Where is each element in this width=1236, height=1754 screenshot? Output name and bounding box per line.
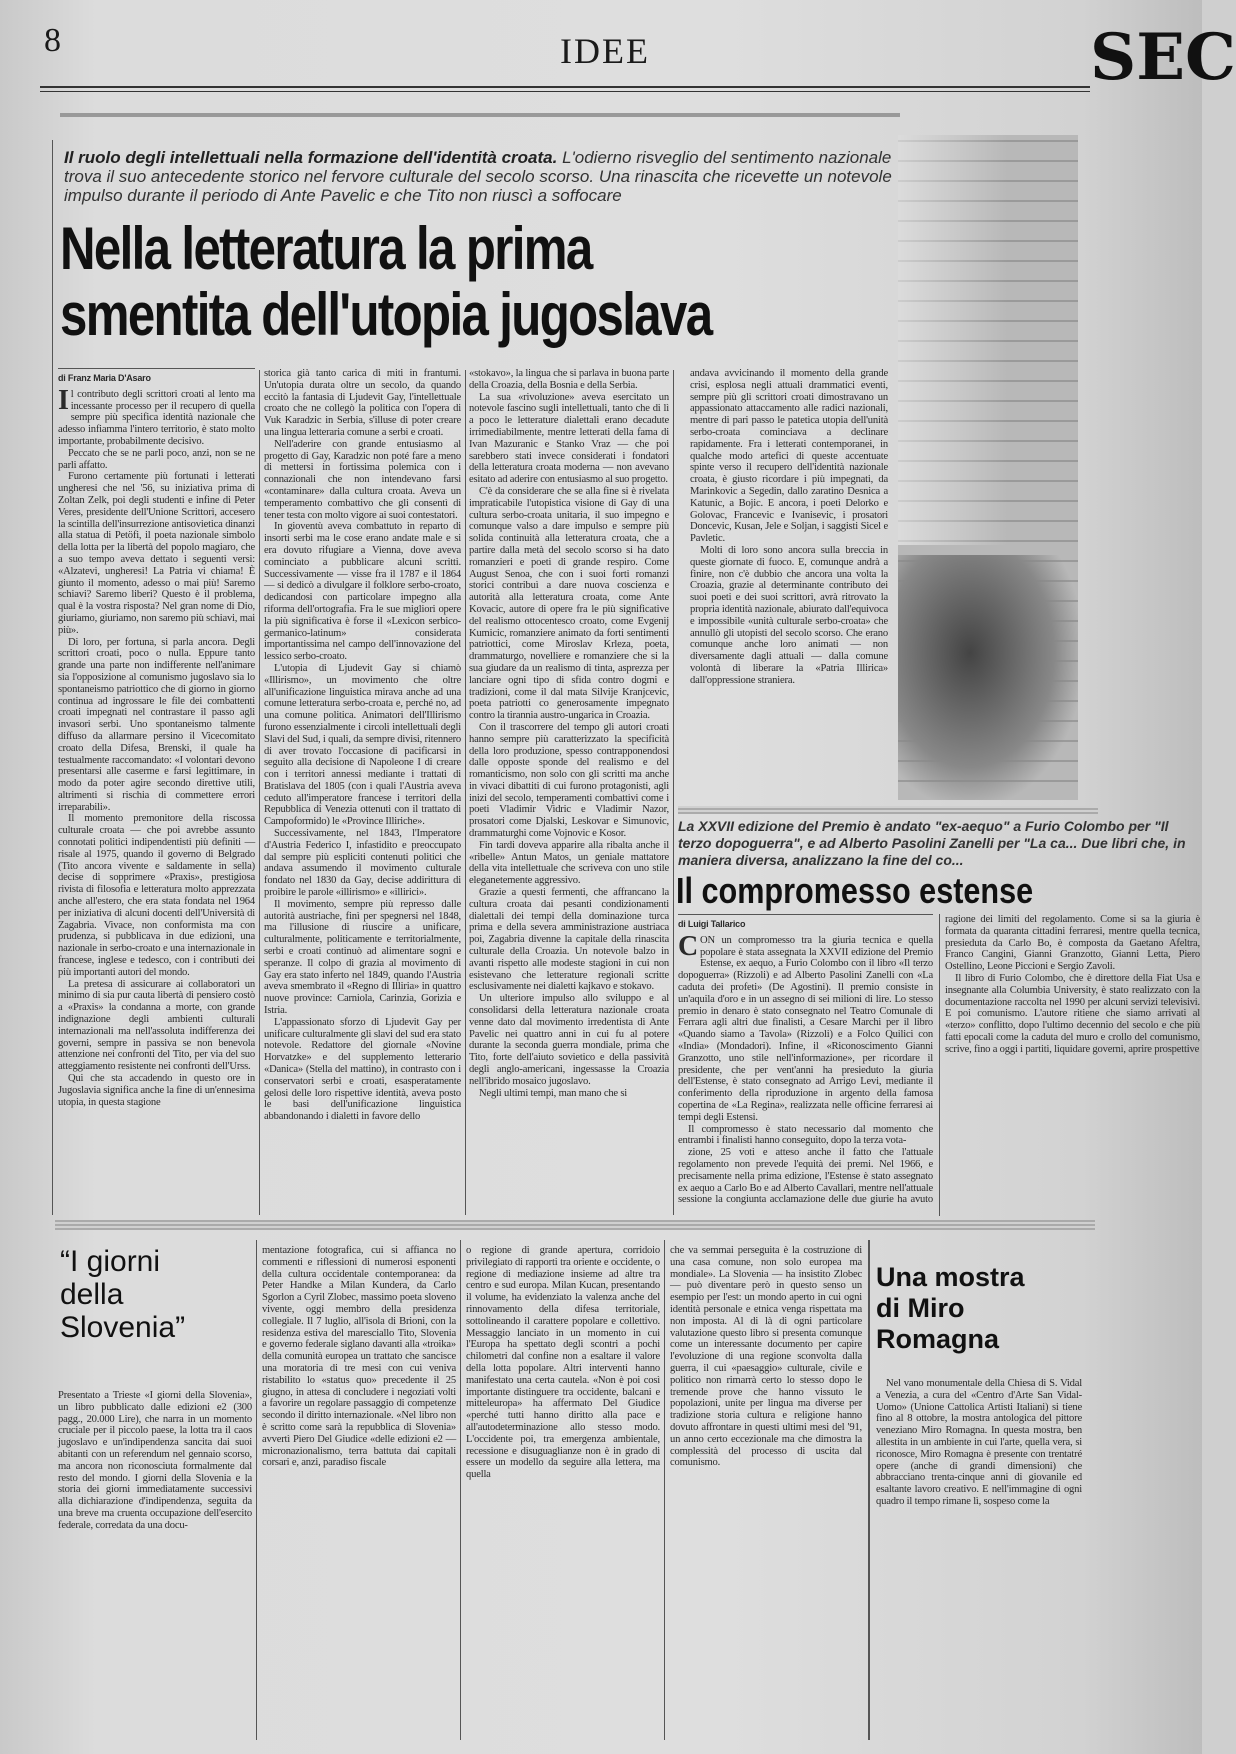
headline-line-1: Nella letteratura la prima <box>60 215 592 282</box>
paragraph: o regione di grande apertura, corridoio privilegiato di rapporti tra oriente e occidente, o regione di mediazione insieme ad altre tra centro e sud europa. Milan Kucan, presentando il volume, ha evidenziato la valenza anche del rinnovamento della difesa territoriale, sottolineando il carattere popolare e collettivo. Messaggio lanciato in un momento in cui l'Europa ha spettato degli scontri a pochi chilometri dal confine non a esaltare il valore della lotta popolare. Altri interventi hanno manifestato una certa cautela. «Non è poi così importante distinguere tra occidente, balcani e mitteleuropa» ha affermato Del Giudice «perché tutti hanno diritto alla pace e all'autodeterminazione allo stesso modo. L'occidente poi, tra emergenza ambientale, recessione e disuguaglianze non è in grado di essere un modello da seguire alla lettera, ma quella <box>466 1245 660 1481</box>
column-rule <box>868 1240 870 1740</box>
drop-cap: I <box>58 384 69 416</box>
title-line: “I giorni <box>60 1245 161 1278</box>
paragraph: che va semmai perseguita è la costruzione di una casa comune, non solo europea ma mondiale». La Slovenia — ha insistito Zlobec — può diventare però in questo senso un esempio per l'est: un mondo aperto in cui ogni identità personale e etnica venga rispettata ma non imposta. Al di là di ogni particolare valutazione questo libro si presenta comunque come un interessante documento per capire l'evoluzione di una regione sconvolta dalla guerra, il cui «paesaggio» culturale, civile e politico non rimarrà certo lo stesso dopo le tremende prove che hanno vissuto le popolazioni, unite per lingua ma diverse per tradizione storia cultura e religione hanno dovuto affrontare in questi ultimi mesi del '91, un anno certo eccezionale ma che dimostra la complessità del processo di uscita dal comunismo. <box>670 1245 862 1469</box>
title-line: della <box>60 1278 124 1311</box>
paragraph: Furono certamente più fortunati i letterati ungheresi che nel '56, su iniziativa prima di Zoltan Zelk, poi degli studenti e infine di Peter Veres, presidente dell'Unione Scrittori, accesero la scintilla dell'insurrezione antisovietica dinanzi alla statua di Petöfi, il poeta nazionale simbolo della lotta per la libertà del popolo magiaro, che a suo tempo aveva dettato i seguenti versi: «Alzatevi, ungheresi! La Patria vi chiama! È giunto il momento, adesso o mai più! Saremo schiavi? Saremo liberi? Questo è il problema, qual è la vostra risposta? Nel gran nome di Dio, giuriamo, giuriamo, non saremo più schiavi, mai più». <box>58 471 255 636</box>
column-rule <box>465 370 466 1215</box>
byline: di Luigi Tallarico <box>678 914 933 931</box>
column-rule <box>460 1240 461 1740</box>
slovenia-column-2 <box>466 1245 660 1740</box>
column-rule <box>673 370 674 1215</box>
column-rule <box>664 1240 665 1740</box>
top-bar <box>60 113 900 117</box>
title-line: Slovenia” <box>60 1311 186 1344</box>
paragraph: Successivamente, nel 1843, l'Imperatore d'Austria Federico I, infastidito e preoccupato dal sempre più espliciti contenuti politici che andava assumendo il movimento culturale fondato nel 1830 da Gay, decise addirittura di proibire le parole «illirismo» e «illirici». <box>264 828 461 899</box>
column-rule <box>256 1240 257 1740</box>
paragraph: Il libro di Furio Colombo, che è direttore della Fiat Usa e insegnante alla Columbia University, è stato realizzato con la documentazione raccolta nel 1990 per alcuni servizi televisivi. E poi comunismo. L'autore ritiene che siamo arrivati al «terzo» conflitto, dopo l'ultimo decennio del secolo e che più fatti epocali come la caduta del muro e crollo del comunismo, scrive, fino a oggi i partiti, liquidare governi, aprire prospettive <box>945 972 1200 1055</box>
paragraph: L'utopia di Ljudevit Gay si chiamò «Illirismo», un movimento che oltre all'unificazione linguistica mirava anche ad una comune letteratura serbo-croata e, perché no, ad una comune politica. Animatori dell'Illirismo furono essenzialmente i circoli intellettuali degli Slavi del Sud, i quali, da sempre divisi, ritennero di aver trovato l'occasione di pacificarsi in seguito alla decisione di Napoleone I di creare con i territori annessi mediante i trattati di Bratislava del 1805 (con i quali l'Austria aveva ceduto all'imperatore francese i territori della Repubblica di Venezia ottenuti con il trattato di Campoformido) le «Province Illiriche». <box>264 662 461 828</box>
paragraph: Fin tardi doveva apparire alla ribalta anche il «ribelle» Antun Matos, un geniale mattatore della vita intellettuale che scriveva con uno stile eleganetemente aggressivo. <box>469 839 669 887</box>
paragraph: storica già tanto carica di miti in frantumi. Un'utopia durata oltre un secolo, da quando eccitò la fantasia di Ljudevit Gay, l'intellettuale croato che ne collegò la politica con l'opera di Vuk Karadzic in Serbia, s'illuse di poter creare una lingua letteraria comune a serbi e croati. <box>264 368 461 438</box>
paragraph: C'è da considerare che se alla fine si è rivelata impraticabile l'utopistica visione di Gay di una cultura serbo-croata unitaria, il suo impegno e comunque valso a dare impulso e sempre più solida continuità alla letteratura croata, che a partire dalla metà del secolo scorso si ha dato romanzieri e poeti di grande respiro. Come August Senoa, che con i suoi forti romanzi storici contribuì a dare nuova coscienza e autorità alla letteratura croata, come Ante Kovacic, autore di opere fra le più significative del realismo ottocentesco croato, come Evgenij Kumicic, romanziere animato da forti sentimenti patriottici, come Miroslav Krleza, poeta, drammaturgo, novelliere e romanziere che si la sua giudare da un realismo di tinta, asprezza per lanciare ogni tipo di sfida contro dogmi e tradizioni, come il dal mata Silvije Kranjcevic, poeta patriotti co generosamente impegnato contro la tirannia austro-ungarica in Croazia. <box>469 485 669 722</box>
paragraph: Qui che sta accadendo in questo ore in Jugoslavia significa anche la fine di un'ennesima utopia, in questa stagione <box>58 1073 255 1108</box>
main-headline <box>60 216 905 348</box>
header-rule-thin <box>40 91 1090 92</box>
main-column-3 <box>469 368 669 1216</box>
slovenia-column-3 <box>670 1245 862 1740</box>
newspaper-logo: SEC <box>1090 20 1236 95</box>
byline: di Franz Maria D'Asaro <box>58 368 255 385</box>
paragraph: Nel vano monumentale della Chiesa di S. Vidal a Venezia, a cura del «Centro d'Arte San Vidal-Uomo» (Unione Cattolica Artisti Italiani) si tiene fino al 8 ottobre, la mostra antologica del pittore veneziano Miro Romagna. In questa mostra, ben allestita in un ambiente in cui l'arte, quella vera, si riconosce, Miro Romagna è presente con trentatré opere (anche di grandi dimensioni) che abbracciano trenta-cinque anni di giovanile ed esaltante lavoro creativo. E nell'immagine di ogni quadro il tempo rimane lì, sospeso come la <box>876 1378 1082 1507</box>
title-line: Una mostra <box>876 1262 1025 1292</box>
paragraph: La pretesa di assicurare ai collaboratori un minimo di sia pur cauta libertà di pensiero costò a «Praxis» la condanna a morte, con grande indignazione degli ambienti culturali internazionali ma nell'assoluta indifferenza dei governi, sempre in passiva se non benevola attenzione nei confronti del Tito, per via del suo atteggiamento resistente nei confronti dell'Urss. <box>58 978 255 1073</box>
kicker-text: L'odierno risveglio del sentimento nazionale trova il suo antecedente storico nel fervore culturale del secolo scorso. Una rinascita che ricevette un notevole impulso durante il periodo di Ante Pavelic e che Tito non riuscì a soffocare <box>64 148 892 205</box>
slovenia-title <box>60 1245 250 1344</box>
paragraph: andava avvicinando il momento della grande crisi, esplosa negli attuali drammatici eventi, sempre più gli scrittori croati dimostravano un appassionato attaccamento alle radici nazionali, mentre di pari passo le patetica utopia dell'unità serbo-croata cominciava a declinare rapidamente. Fra i letterati contemporanei, in qualche modo artefici di queste accentuate spinte verso il recupero dell'identità nazionale croata, è giusto ricordare i più impegnati, da Marinkovic a Segedin, dallo zaratino Desnica a Katunic, a Bojic. E ancora, i poeti Delorko e Golovac, Francevic e Ivanisevic, i prosatori Doncevic, Kusan, Jele e Soljan, i saggisti Sicel e Pavletic. <box>690 368 888 545</box>
paragraph: ON un compromesso tra la giuria tecnica e quella popolare è stata assegnata la XXVII edizione del Premio Estense, ex aequo, a Furio Colombo con il libro «Il terzo dopoguerra» (Rizzoli) e ad Alberto Pasolini Zanelli con «La caduta dei profeti» (De Agostini). Il premio consiste in un'aquila d'oro e in un assegno di sei milioni di lire. Lo stesso premio in denaro è stato consegnato nel Teatro Comunale di Ferrara agli altri due finalisti, a Cesare Marchi per il libro «Quando siamo a Tavola» (Rizzoli) e a Folco Quilici con «India» (Mondadori). Infine, il «Riconoscimento Gianni Granzotto, uno stile nell'informazione», per ricordare il presidente, che per vent'anni ha presieduto la giuria dell'Estense, è stato consegnato ad Arrigo Levi, mediante il conferimento della riproduzione in argento della famosa copertina de «La Regina», realizzata nelle officine ferraresi ai tempi degli Estensi. <box>678 934 933 1123</box>
paragraph: La sua «rivoluzione» aveva esercitato un notevole fascino sugli intellettuali, tanto che di lì a poco le letterature dialettali erano decadute irrimediabilmente, mentre letterati della fama di Ivan Mazuranic e Stanko Vraz — che poi sarebbero stati invece considerati i fondatori della letteratura croata moderna — non avevano esitato ad aderire con entusiasmo al suo progetto. <box>469 391 669 486</box>
paragraph: Molti di loro sono ancora sulla breccia in queste giornate di fuoco. E, comunque andrà a finire, non c'è dubbio che ancora una volta la Croazia, grazie al determinante contributo dei suoi poeti e dei suoi scrittori, avrà ritrovato la propria identità nazionale, abiurato dall'equivoca e impossibile «unità culturale serbo-croata» che annullò gli utopisti del secolo scorso. Che erano comunque anche loro animati — non diversamente dagli attuali — dalla comune volontà di liberare la «Patria Illirica» dall'oppressione straniera. <box>690 544 888 686</box>
column-rule <box>52 140 53 1215</box>
paragraph: Nell'aderire con grande entusiasmo al progetto di Gay, Karadzic non poté fare a meno di mettersi in fortissima polemica con i connazionali che non intendevano farsi «contaminare» dalla cultura croata. Aveva un temperamento combattivo che gli consentì di tener testa con molto vigore ai suoi contestatori. <box>264 438 461 521</box>
paragraph: «stokavo», la lingua che si parlava in buona parte della Croazia, della Bosnia e della Serbia. <box>469 368 669 391</box>
paragraph: Il compromesso è stato necessario dal momento che entrambi i finalisti hanno conseguito, dopo la terza vota- <box>678 1123 933 1147</box>
paragraph: Presentato a Trieste «I giorni della Slovenia», un libro pubblicato dalle edizioni e2 (300 pagg., 20.000 Lire), che narra in un momento cruciale per il piccolo paese, la lotta tra il caos jugoslavo e un'indipendenza sancita dai suoi abitanti con un referendum nel gennaio scorso, ma ancora non riconosciuta formalmente dal resto del mondo. I giorni della Slovenia e la storia dei giorni immediatamente successivi alla dichiarazione d'indipendenza, seguita da una breve ma cruenta occupazione dell'esercito federale, corredata da una docu- <box>58 1390 252 1531</box>
paragraph: Negli ultimi tempi, man mano che si <box>479 1087 628 1099</box>
slovenia-box <box>60 1245 250 1344</box>
header-rule <box>40 86 1090 88</box>
slovenia-intro <box>58 1390 252 1740</box>
romagna-title <box>876 1262 1086 1355</box>
paragraph: L'appassionato sforzo di Ljudevit Gay per unificare culturalmente gli slavi del sud era stato notevole. Redattore del giornale «Novine Horvatzke» e del supplemento letterario «Danica» (Stella del mattino), in contrasto con i conservatori serbi e croati, esasperatamente gelosi delle loro rispettive identità, aveva posto le basi dell'unificazione linguistica abbandonando i dialetti in favore dello <box>264 1016 461 1123</box>
paragraph: Il movimento, sempre più represso dalle autorità austriache, finì per spegnersi nel 1848, ma l'illusione di riuscire a unificare, culturalmente, politicamente e territorialmente, serbi e croati continuò ad alimentare sogni e speranze. Il colpo di grazia al movimento di Gay era stato inferto nel 1849, quando l'Austria aveva smembrato il «Regno di Illiria» in quattro nuove province: Carniola, Carinzia, Gorizia e Istria. <box>264 898 461 1017</box>
section-divider <box>678 806 1098 814</box>
kicker-bold: Il ruolo degli intellettuali nella formazione dell'identità croata. <box>64 148 558 167</box>
drop-cap: C <box>678 930 699 962</box>
paragraph: zione, 25 voti e atteso anche il fatto che l'attuale regolamento non prevede l'equità dei premi. Nel 1966, e precisamente nella prima edizione, l'Estense è stato assegnato ex aequo a Carlo Bo e ad Alberto Cavallari, mentre nell'attuale sessione la congiunta acclamazione delle due giurie ha avuto ragione dei limiti del regolamento. Come si sa la giuria è formata da quaranta cittadini ferraresi, mentre quella tecnica, presieduta da Carlo Bo, è composta da Gaetano Afeltra, Franco Cangini, Gianni Granzotto, Gianni Letta, Piero Ostellino, Leone Piccioni e Sergio Zavoli. <box>678 914 1200 1206</box>
main-kicker <box>64 148 914 205</box>
paragraph: Grazie a questi fermenti, che affrancano la cultura croata dai pesanti condizionamenti dialettali dei tempi della dominazione turca prima e della severa amministrazione austriaca poi, Zagabria divenne la capitale della rinascita culturale della Croazia. Un notevole balzo in avanti rispetto alle modeste stagioni in cui non esistevano che letterature regionali scritte esclusivamente nei dialetti kajkavo e stokavo. <box>469 887 669 993</box>
bottom-divider <box>55 1220 1095 1230</box>
paragraph: Peccato che se ne parli poco, anzi, non se ne parli affatto. <box>58 447 255 471</box>
paragraph: Di loro, per fortuna, si parla ancora. Degli scrittori croati, poco o nulla. Eppure tanto grande una parte non indifferente nell'animare sia l'opposizione al comunismo jugoslavo sia lo spontaneismo patriottico che di giorno in giorno continua ad ingrossare le file dei combattenti croati impegnati nel contrastare il passo agli invasori serbi. Uno spontaneismo talmente diffuso da allarmare persino il Vicecomitato croato della Difesa, Brenski, il quale ha testualmente raccomandato: «I volontari devono presentarsi alle caserme e farsi legittimare, in modo da poter agire secondo direttive utili, altrimenti si rischia di commettere errori irreparabili». <box>58 636 255 813</box>
paragraph: l contributo degli scrittori croati al lento ma incessante processo per il recupero di quella sempre più specifica identità nazionale che adesso infiamma l'intero territorio, è stato molto importante, probabilmente decisivo. <box>58 388 255 447</box>
paragraph: mentazione fotografica, cui si affianca no commenti e riflessioni di numerosi esponenti della cultura occidentale contemporanea: da Peter Handke a Milan Kundera, da Carlo Sgorlon a Cyril Zlobec, massimo poeta sloveno vivente, oggi membro della presidenza collegiale. Il 7 luglio, all'isola di Brioni, con la residenza estiva del maresciallo Tito, Slovenia e governo federale siglano davanti alla «troika» della comunità europea un trattato che sancisce una moratoria di tre mesi con cui veniva ristabilito lo «status quo» precedente il 25 giugno, in attesa di concludere i negoziati volti a favorire un regolare passaggio di competenze secondo il diritto internazionale. «Nel libro non è scritto come sarà la repubblica di Slovenia» avvertì Piero Del Giudice «delle edizioni e2 — micronazionalismo, terra battuta dai capitali corsari e, anzi, paradiso fiscale <box>262 1245 456 1469</box>
second-kicker: La XXVII edizione del Premio è andato "ex-aequo" a Furio Colombo per "Il terzo dopoguerra", e ad Alberto Pasolini Zanelli per "La ca... Due libri che, in maniera diversa, analizzano la fine del co... <box>678 818 1186 868</box>
main-column-4 <box>690 368 888 802</box>
slovenia-column-1 <box>262 1245 456 1740</box>
paragraph: Con il trascorrere del tempo gli autori croati hanno sempre più caratterizzato la specificità della loro produzione, spesso contrapponendosi dalle opposte sponde del realismo e del romanticismo, non solo con gli scritti ma anche in vivaci dibattiti di cui furono protagonisti, agli inizi del secolo, temperamenti combattivi come i poeti Vladimir Vidric e Vladimir Nazor, prosatori come Djalski, Leskovar e Simunovic, drammaturghi come Vojnovic e Kosor. <box>469 721 669 840</box>
column-rule <box>259 370 260 1215</box>
main-column-1 <box>58 366 255 1216</box>
romagna-text <box>876 1378 1082 1740</box>
page-number: 8 <box>44 22 61 59</box>
second-article-body <box>678 914 1200 1216</box>
article-photo <box>898 135 1078 800</box>
title-line: Romagna <box>876 1324 1000 1354</box>
second-headline: Il compromesso estense <box>676 870 1034 911</box>
paragraph: In gioventù aveva combattuto in reparto di insorti serbi ma le cose erano andate male e si era dovuto rifugiare a Vienna, dove aveva cominciato a pubblicare alcuni scritti. Successivamente — visse fra il 1787 e il 1864 — si dedicò a divulgare il folklore serbo-croato, dedicandosi con particolare impegno alla riforma dell'ortografia. Fra le sue migliori opere la più significativa è forse il «Lexicon serbico-germanico-latinum» considerata importantissima nel campo dell'innovazione del lessico serbo-croato. <box>264 521 461 663</box>
title-line: di Miro <box>876 1293 965 1323</box>
romagna-box <box>876 1262 1086 1355</box>
headline-line-2: smentita dell'utopia jugoslava <box>60 281 712 348</box>
section-title: IDEE <box>560 31 650 71</box>
paragraph: Il momento premonitore della riscossa culturale croata — che poi avrebbe assunto connotati politici indipendentisti più definiti — risale al 1975, quando il governo di Belgrado (Tito ancora vivente e saldamente in sella) decise di sopprimere «Praxis», prestigiosa rivista di filosofia e letteratura molto apprezzata anche all'estero, che era stata fondata nel 1964 per iniziativa di alcuni docenti dell'Università di Zagabria. Vivace, non conformista ma con prudenza, si pubblicava in due edizioni, una nazionale in serbo-croato e una internazionale in francese, inglese e tedesco, con i contributi dei più importanti autori del mondo. <box>58 813 255 978</box>
paragraph: Un ulteriore impulso allo sviluppo e al consolidarsi della letteratura nazionale croata venne dato dal movimento irredentista di Ante Pavelic nei quattro anni in cui fu al potere durante la seconda guerra mondiale, prima che Tito, forte dell'aiuto sovietico e della passività degli anglo-americani, ingessasse la Croazia nell'ibrido mosaico jugoslavo. <box>469 993 669 1087</box>
main-column-2 <box>264 368 461 1216</box>
